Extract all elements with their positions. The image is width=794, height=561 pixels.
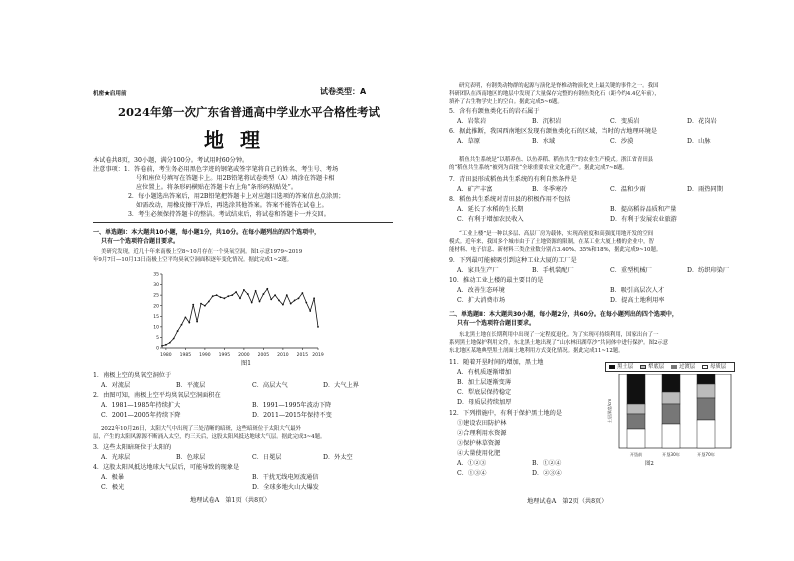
question-stem: 9．下列最可能被吸引到这种工业大厦的工厂是 <box>449 257 577 264</box>
option-b: B．水域 <box>532 138 556 145</box>
option-c: C．变质岩 <box>610 118 640 125</box>
data-point <box>188 322 190 324</box>
right-page <box>397 0 794 561</box>
data-point <box>266 288 268 290</box>
notice-line: 号和座位号填写在答题卡上。用2B铅笔将试卷类型（A）填涂在答题卡相 <box>136 175 335 182</box>
y-tick-label: 0 <box>156 346 159 352</box>
y-tick-label: 10 <box>153 325 159 331</box>
option-d: D．有利于发展农业旅游 <box>610 216 677 223</box>
soil-layer <box>627 414 645 429</box>
data-point <box>173 338 175 340</box>
soil-profile-chart <box>605 374 735 460</box>
passage-line: 填补了古生物学史上的空白。据此完成5~6题。 <box>449 99 563 105</box>
data-point <box>251 302 253 304</box>
secret-mark: 机密★启用前 <box>93 91 127 97</box>
option-a: A．①②③ <box>457 460 487 467</box>
option-a: A．对流层 <box>101 382 131 389</box>
passage-line: 东北黑土地在长期利用中出现了一定程度退化。为了实现可持续利用，国家出台了一 <box>459 332 659 338</box>
x-tick-label: 1985 <box>179 353 192 358</box>
y-tick-label: 35 <box>153 272 159 278</box>
notice-line: 注意事项：1．答卷前，考生务必用黑色字迹的钢笔或签字笔将自己的姓名、考生号、考场 <box>93 166 339 173</box>
legend-label: 母质层 <box>710 364 727 370</box>
soil-profile-figure <box>605 362 735 468</box>
option-a: A．有机质逐渐增加 <box>457 369 511 376</box>
data-point <box>243 289 245 291</box>
data-point <box>255 290 257 292</box>
data-point <box>298 297 300 299</box>
option-c: C．沙漠 <box>610 138 634 145</box>
option-b: B．吸引高层次人才 <box>610 287 665 294</box>
passage-line: 美研究发现，近几十年来南极上空8~10月存在一个臭氧空洞。图1示意1979~2019 <box>101 249 303 255</box>
option-a: A．1981—1985年持续扩大 <box>101 402 181 409</box>
passage-line: 科研团队在西南地区的地层中发现了大量保存完整的有钢鱼类化石（距今约4.4亿年前）， <box>449 91 660 97</box>
question-stem: 5．含有有颌鱼类化石的岩石属于 <box>449 108 540 115</box>
data-point <box>161 345 163 347</box>
soil-layer <box>627 374 645 404</box>
legend-swatch-black <box>609 365 615 369</box>
data-point <box>216 294 218 296</box>
legend-label: 黑土层 <box>617 364 634 370</box>
option-c: C．2001—2005年持续下降 <box>101 412 181 419</box>
legend-label: 犁底层 <box>648 364 665 370</box>
data-point <box>224 297 226 299</box>
data-point <box>220 296 222 298</box>
statement-item: ④大量使用化肥 <box>457 450 501 457</box>
option-c: C．扩大消费市场 <box>457 297 506 304</box>
data-point <box>286 294 288 296</box>
soil-layer <box>697 420 715 448</box>
option-d: D．2011—2015年保持不变 <box>252 412 332 419</box>
y-tick-label: 25 <box>153 293 159 299</box>
y-tick-label: 30 <box>153 283 159 289</box>
option-a: A．岩浆岩 <box>457 118 487 125</box>
data-point <box>294 300 296 302</box>
x-tick-label: 2005 <box>257 353 270 358</box>
section1-heading: 只有一个选项符合题目要求。 <box>101 238 180 245</box>
passage-line: 稻鱼共生系统是“以稻养鱼、以鱼养稻、稻鱼共生”的农业生产模式。浙江省青田县 <box>459 157 654 163</box>
data-point <box>227 295 229 297</box>
option-a: A．延长了水稻的生长期 <box>457 206 524 213</box>
x-tick-label: 2010 <box>277 353 289 358</box>
soil-layer <box>627 429 645 448</box>
passage-line: 东北地区某地典型黑土剖面土地利用方式变化情况。据此完成11~12题。 <box>449 348 624 354</box>
option-c: C．犁底层保持稳定 <box>457 389 512 396</box>
data-point <box>305 302 307 304</box>
subject-title: 地理 <box>204 128 276 152</box>
data-point <box>309 310 311 312</box>
option-b: B．沉积岩 <box>532 118 562 125</box>
question-stem: 3．这些太阳暗斑位于太阳的 <box>93 444 172 451</box>
option-c: C．有利于增加农民收入 <box>457 216 524 223</box>
option-d: D．大气上界 <box>323 382 359 389</box>
legend-label: 过渡层 <box>679 364 696 370</box>
x-tick-label: 1990 <box>199 353 211 358</box>
fig2-legend <box>605 362 735 372</box>
option-b: B．色球层 <box>176 454 206 461</box>
option-a: A．矿产丰富 <box>457 186 493 193</box>
question-stem: 8．稻鱼共生系统对青田县的积极作用不包括 <box>449 196 571 203</box>
option-b: B．1991—1995年波动下降 <box>252 402 332 409</box>
notice-line: 3．考生必须保持答题卡的整洁。考试结束后，将试卷和答题卡一并交回。 <box>128 211 330 218</box>
x-tick-label: 2015 <box>296 353 309 358</box>
data-point <box>247 293 249 295</box>
statement-item: ③保护林草资源 <box>457 440 501 447</box>
page-footer: 地理试卷A 第1页（共8页） <box>190 497 271 504</box>
option-a: A．草原 <box>457 138 481 145</box>
question-stem: 11．随着开垦时间的增加，黑土地 <box>449 359 544 366</box>
exam-intro: 本试卷共8页，30小题，满分100分。考试用时60分钟。 <box>93 157 249 164</box>
option-d: D．外太空 <box>323 454 353 461</box>
soil-layer <box>662 424 680 448</box>
data-point <box>290 303 292 305</box>
soil-layer <box>697 374 715 384</box>
data-point <box>165 344 167 346</box>
data-point <box>204 305 206 307</box>
question-stem: 12．下列措施中，有利于保护黑土地的是 <box>449 410 563 417</box>
statement-item: ①建设农田防护林 <box>457 420 507 427</box>
section2-heading: 二、单选题Ⅱ：本大题共30小题，每小题2分，共60分。在每小题列出的四个选项中， <box>449 311 678 318</box>
passage-line: 模式。近年来，我国多个城市由于了土地资源的限制，在某工业大厦上楼的企业中，智 <box>449 239 654 245</box>
option-d: D．提高土地利用率 <box>610 297 665 304</box>
data-point <box>200 303 202 305</box>
option-c: C．温和少雨 <box>610 186 646 193</box>
divider <box>93 222 393 223</box>
option-d: D．花岗岩 <box>687 118 717 125</box>
option-b: B．提高稻谷品质和产量 <box>610 206 677 213</box>
fig1-caption: 图1 <box>241 360 252 367</box>
data-point <box>212 295 214 297</box>
data-point <box>270 298 272 300</box>
option-b: B．平流层 <box>176 382 206 389</box>
option-c: C．极光 <box>101 484 125 491</box>
fig2-caption: 图2 <box>645 461 654 467</box>
data-point <box>274 294 276 296</box>
option-b: B．冬季寒冷 <box>532 186 568 193</box>
question-stem: 4．这股太阳风抵达地球大气层后，可能导致的现象是 <box>93 464 240 471</box>
soil-layer <box>662 374 680 392</box>
data-point <box>231 294 233 296</box>
passage-line: 的“稻鱼共生系统”被列为首批“全球重要农业文化遗产”。据此完成7~8题。 <box>449 165 628 171</box>
data-point <box>185 316 187 318</box>
legend-swatch-gray <box>671 365 677 369</box>
option-d: D．山脉 <box>687 138 711 145</box>
data-point <box>177 330 179 332</box>
page-footer: 地理试卷A 第2页（共8页） <box>527 498 608 505</box>
option-b: B．加土层逐渐变薄 <box>457 379 512 386</box>
option-c: C．日冕层 <box>252 454 282 461</box>
option-a: A．光球层 <box>101 454 131 461</box>
ozone-hole-chart <box>140 268 325 360</box>
data-point <box>282 304 284 306</box>
notice-line: 如需改动，用橡皮擦干净后，再选涂其他答案。答案不能答在试卷上。 <box>136 202 328 209</box>
soil-layer <box>697 384 715 398</box>
option-d: D．雨热同期 <box>687 186 723 193</box>
question-stem: 7．青田县形成稻鱼共生系统的有利自然条件是 <box>449 176 577 183</box>
data-point <box>259 301 261 303</box>
option-b: B．手机装配厂 <box>532 267 574 274</box>
fig2-x-label: 开垦30年 <box>662 452 680 457</box>
option-a: A．改善生态环境 <box>457 287 505 294</box>
option-a: A．家具生产厂 <box>457 267 499 274</box>
statement-item: ②合理利用水资源 <box>457 430 507 437</box>
soil-layer <box>697 398 715 420</box>
x-tick-label: 2000 <box>238 353 250 358</box>
data-point <box>302 292 304 294</box>
question-stem: 1．南极上空的臭氧空洞位于 <box>93 372 172 379</box>
section1-heading: 一、单选题Ⅰ：本大题共10小题，每小题1分，共10分。在每小题列出的四个选项中， <box>93 229 321 236</box>
passage-line: 层，产生的太阳风源源不断涌入太空，约三天后，这股太阳风抵达地球大气层。据此完成3~4题。 <box>93 434 326 440</box>
option-d: D．②③④ <box>532 470 562 477</box>
data-point <box>181 324 183 326</box>
passage-line: 系列黑土地保护利用文件，东北黑土地出现了“山水林田湖草沙”共同体中进行保护。图2示意 <box>449 340 669 346</box>
data-point <box>192 304 194 306</box>
soil-layer <box>662 404 680 424</box>
data-point <box>208 301 210 303</box>
option-b: B．干扰无线电短波通信 <box>252 474 319 481</box>
data-point <box>196 321 198 323</box>
y-tick-label: 20 <box>153 304 159 310</box>
section2-heading: 只有一个选项符合题目要求。 <box>457 320 536 327</box>
passage-line: 能材料、电子信息、新材料三类企业数分别占3.40%、35%和18%，据此完成9~10题。 <box>449 247 662 253</box>
x-tick-label: 2019 <box>312 353 324 358</box>
paper-type: 试卷类型：A <box>320 87 367 96</box>
fig2-y-label: 土层深度/cm <box>607 398 612 424</box>
option-c: C．高层大气 <box>252 382 288 389</box>
passage-line: 年9月7日—10月13日南极上空平均臭氧空洞面积逐年变化情况。据此完成1~2题。 <box>93 257 293 263</box>
legend-swatch-white <box>702 365 708 369</box>
soil-layer <box>662 392 680 404</box>
fig2-x-label: 开垦前 <box>629 452 643 457</box>
data-point <box>313 297 315 299</box>
data-point <box>278 300 280 302</box>
x-tick-label: 1995 <box>218 353 231 358</box>
option-d: D．纺织印染厂 <box>687 267 730 274</box>
option-d: D．母质层持续加厚 <box>457 399 512 406</box>
y-tick-label: 15 <box>153 314 159 320</box>
data-point <box>239 297 241 299</box>
option-c: C．重型机械厂 <box>610 267 652 274</box>
fig2-x-label: 开垦70年 <box>697 452 715 457</box>
notice-line: 2．每小题选出答案后，用2B铅笔把答题卡上对应题目选项的答案信息点涂黑； <box>128 193 345 200</box>
passage-line: “工业上楼”是一种以多层、高层厂房为载体，实现高密度和高强度用地开发的空间 <box>459 231 654 237</box>
data-point <box>169 342 171 344</box>
option-c: C．①③④ <box>457 470 487 477</box>
option-b: B．①②④ <box>532 460 562 467</box>
x-tick-label: 1980 <box>160 353 172 358</box>
exam-title: 2024年第一次广东省普通高中学业水平合格性考试 <box>118 105 381 119</box>
data-point <box>263 293 265 295</box>
passage-line: 2022年10月26日，太阳大气中出现了三处清晰的暗斑，这些暗斑位于太阳大气最外 <box>101 426 301 432</box>
question-stem: 2．由图可知，南极上空平均臭氧层空洞面积在 <box>93 392 221 399</box>
passage-line: 研究表明，有钢类动物群的起源与演化是脊椎动物演化史上最关键的事件之一。我国 <box>459 83 659 89</box>
option-a: A．极暴 <box>101 474 125 481</box>
y-tick-label: 5 <box>156 336 159 342</box>
data-point <box>235 291 237 293</box>
question-stem: 6．据此推断，我国西南地区发现有颌鱼类化石的区域，当时的古地理环境是 <box>449 128 658 135</box>
soil-layer <box>627 404 645 414</box>
question-stem: 10．推动工业上楼的最主要目的是 <box>449 277 544 284</box>
notice-line: 应位置上。将条形码横贴在答题卡右上角“条形码粘贴处”。 <box>136 184 298 191</box>
data-point <box>317 326 319 328</box>
legend-swatch-dot <box>640 365 646 369</box>
option-d: D．全球多地火山大爆发 <box>252 484 319 491</box>
